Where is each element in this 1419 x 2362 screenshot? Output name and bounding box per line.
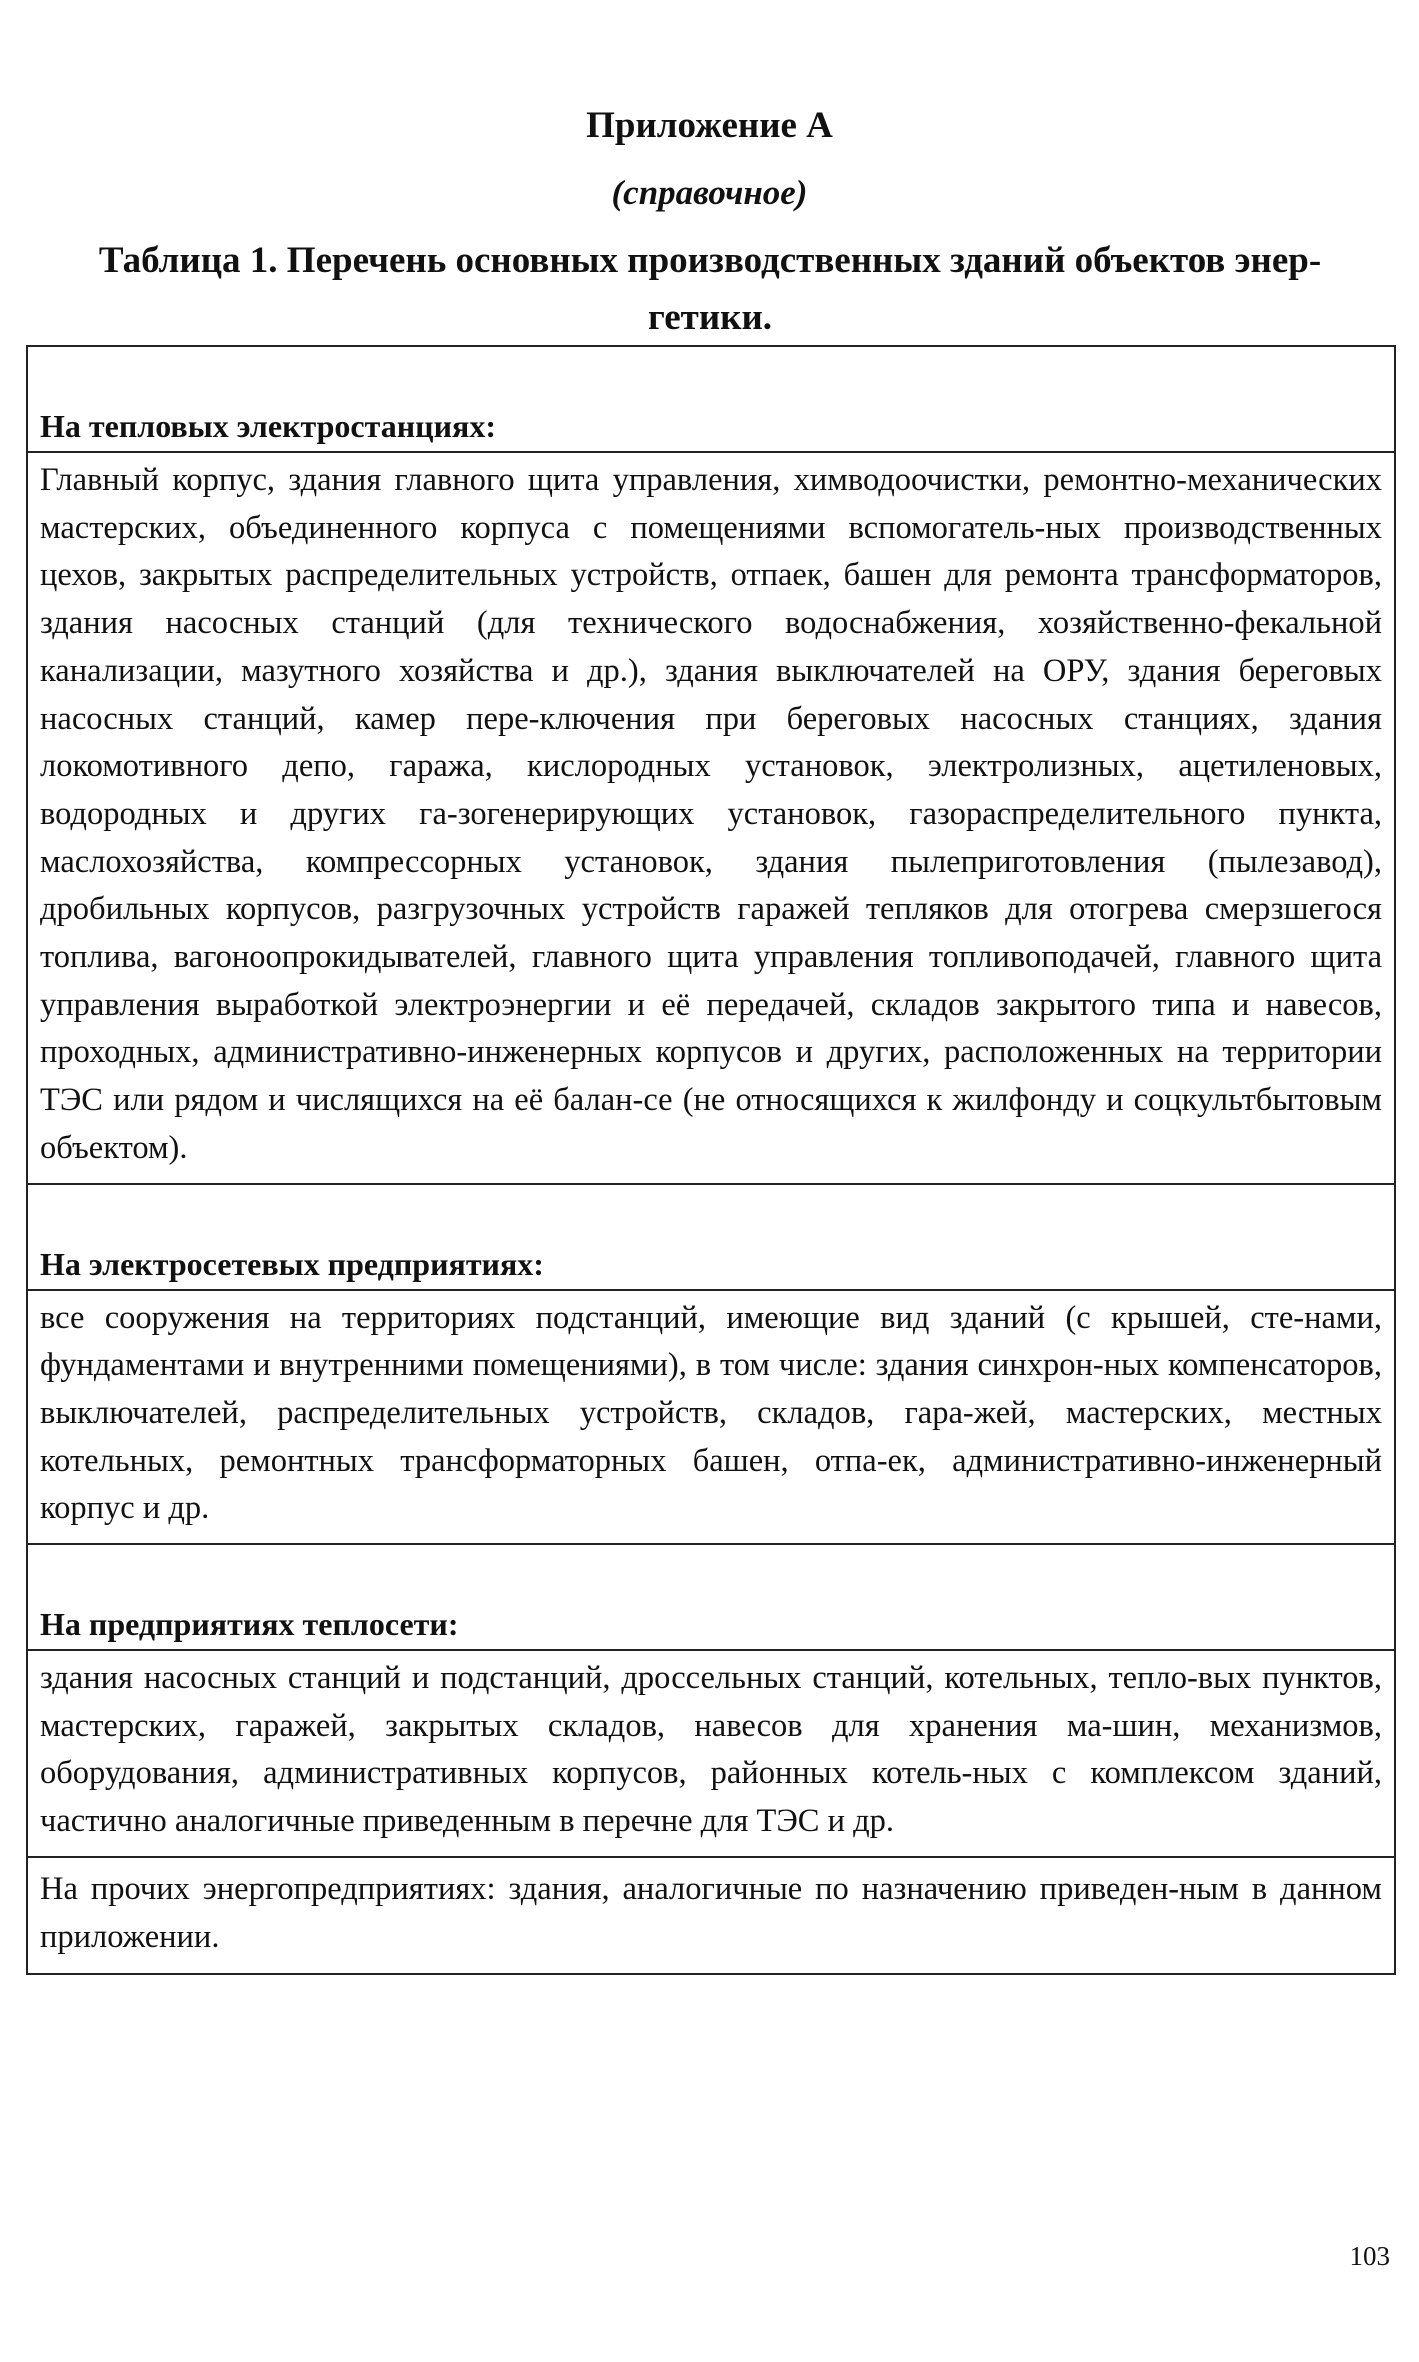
section-other-enterprises <box>28 1856 1394 1973</box>
empty-row <box>28 1185 1394 1243</box>
section-text: Главный корпус, здания главного щита управления, химводоочистки, ремонтно-механических мастерских, объединенного корпуса с помещениями вспомогатель-ных производственных цехов, закрытых распределительных устройств, отпаек, башен для ремонта трансформаторов, здания насосных станций (для технического водоснабжения, хозяйственно-фекальной канализации, мазутного хозяйства и др.), здания выключателей на ОРУ, здания береговых насосных станций, камер пере-ключения при береговых насосных станциях, здания локомотивного депо, гаража, кислородных установок, электролизных, ацетиленовых, водородных и других га-зогенерирующих установок, газораспределительного пункта, маслохозяйства, компрессорных установок, здания пылеприготовления (пылезавод), дробильных корпусов, разгрузочных устройств гаражей тепляков для отогрева смерзшегося топлива, вагоноопрокидывателей, главного щита управления топливоподачей, главного щита управления выработкой электроэнергии и её передачей, складов закрытого типа и навесов, проходных, административно-инженерных корпусов и других, расположенных на территории ТЭС или рядом и числящихся на её балан-се (не относящихся к жилфонду и соцкультбытовым объектом). <box>40 462 1382 1166</box>
table-caption: Таблица 1. Перечень основных производственных зданий объектов энер-гетики. <box>98 240 1322 338</box>
section-heading: На электросетевых предприятиях: <box>28 1243 1394 1291</box>
appendix-title: Приложение А <box>586 105 833 146</box>
section-text: все сооружения на территориях подстанций, имеющие вид зданий (с крышей, сте-нами, фундаментами и внутренними помещениями), в том числе: здания синхрон-ных компенсаторов, выключателей, распределительных устройств, складов, гара-жей, мастерских, местных котельных, ремонтных трансформаторных башен, отпа-ек, административно-инженерный корпус и др. <box>40 1299 1382 1527</box>
section-heating-network-enterprises <box>28 1543 1394 1856</box>
section-heading: На тепловых электростанциях: <box>28 405 1394 453</box>
buildings-table <box>26 345 1396 1975</box>
footer-text: На прочих энергопредприятиях: здания, аналогичные по назначению приведен-ным в данном приложении. <box>40 1870 1382 1955</box>
section-heading: На предприятиях теплосети: <box>28 1603 1394 1651</box>
empty-row <box>28 347 1394 405</box>
appendix-subtitle: (справочное) <box>611 173 808 212</box>
page-number: 103 <box>1349 2241 1390 2271</box>
section-thermal-power-plants <box>28 347 1394 1183</box>
empty-row <box>28 1545 1394 1603</box>
section-power-grid-enterprises <box>28 1183 1394 1544</box>
section-text: здания насосных станций и подстанций, дроссельных станций, котельных, тепло-вых пунктов, мастерских, гаражей, закрытых складов, навесов для хранения ма-шин, механизмов, оборудования, административных корпусов, районных котель-ных с комплексом зданий, частично аналогичные приведенным в перечне для ТЭС и др. <box>40 1660 1382 1840</box>
